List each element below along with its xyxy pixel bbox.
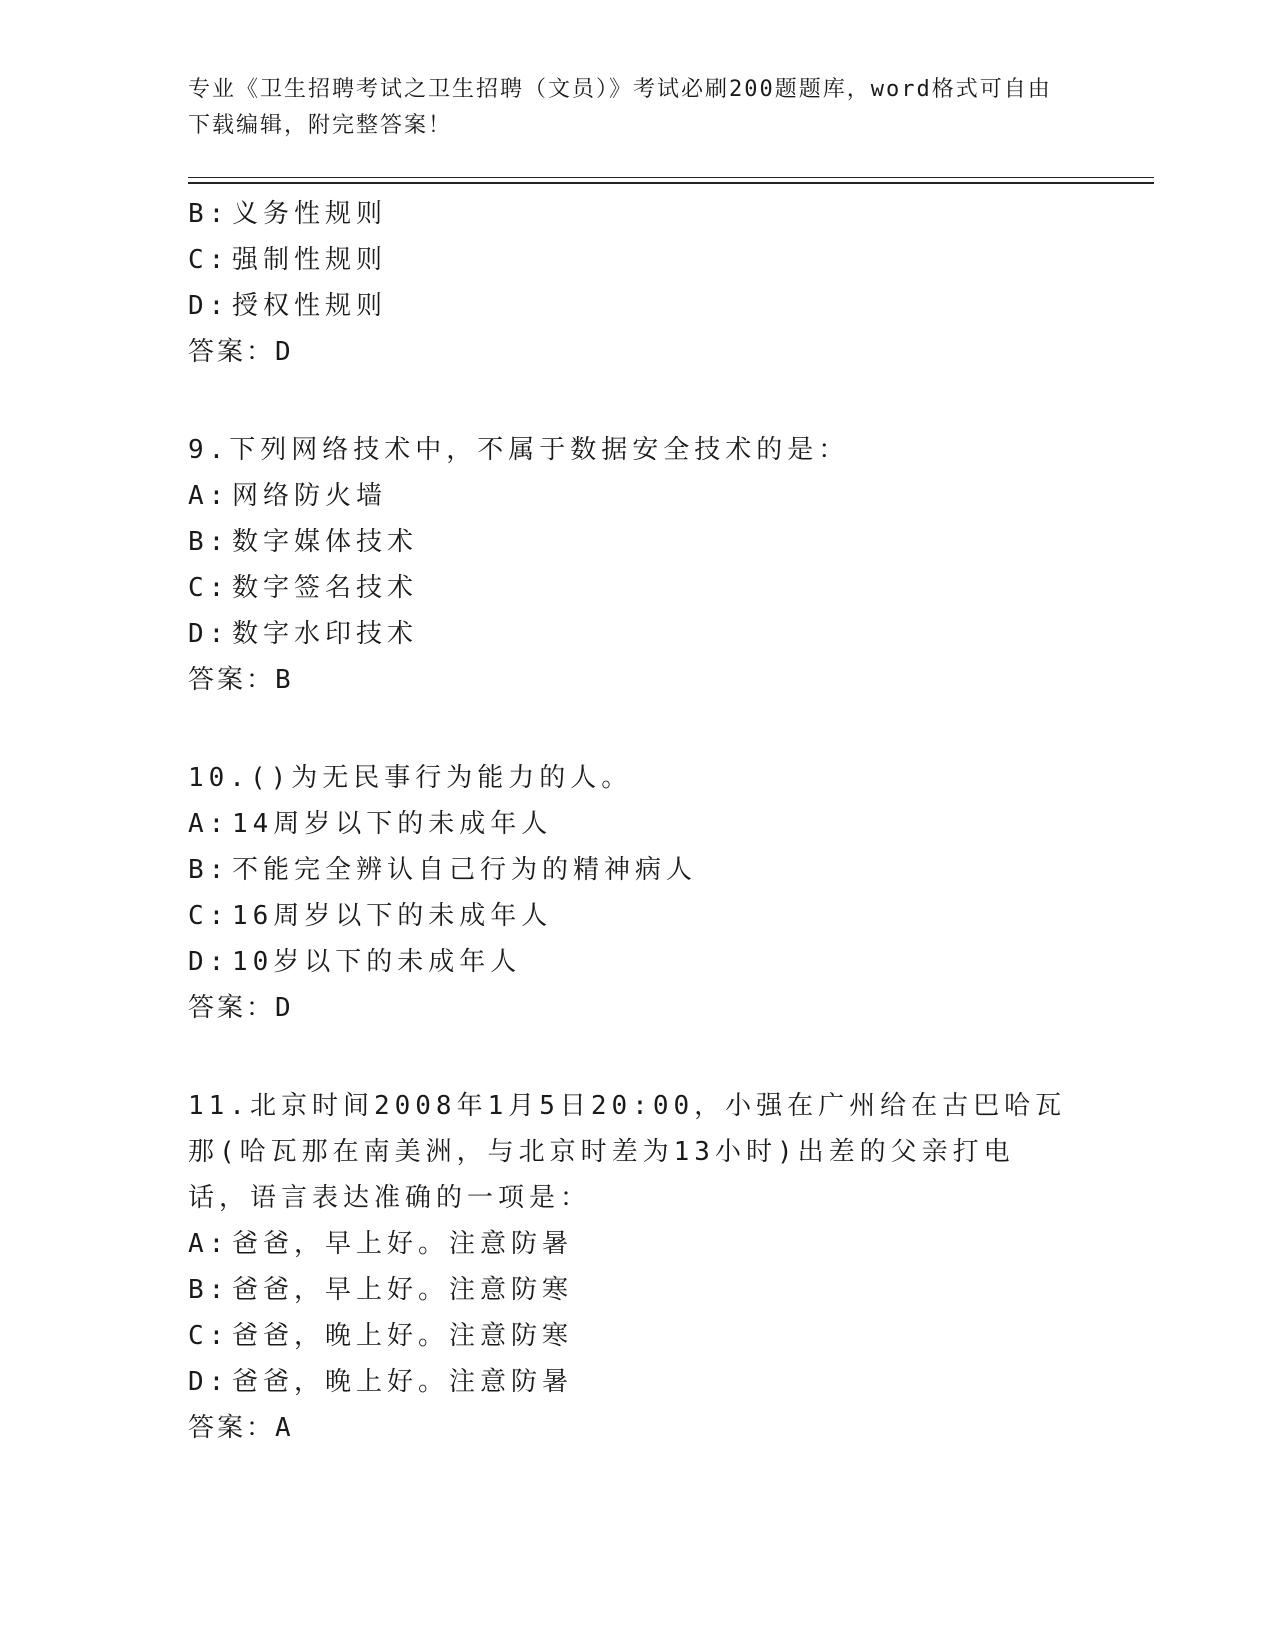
- question-block: [188, 755, 1088, 1031]
- question-block: [188, 1083, 1088, 1451]
- option-text: 网络防火墙: [232, 481, 388, 511]
- option-line: [188, 939, 1088, 985]
- answer-line: 答案：A: [188, 1413, 294, 1443]
- option-key: C:: [188, 245, 230, 275]
- question-title: 9.下列网络技术中，不属于数据安全技术的是：: [188, 435, 850, 465]
- option-text: 10岁以下的未成年人: [232, 947, 522, 977]
- option-line: [188, 893, 1088, 939]
- option-text: 14周岁以下的未成年人: [232, 809, 553, 839]
- option-text: 不能完全辨认自己行为的精神病人: [232, 855, 698, 885]
- option-key: D:: [188, 619, 230, 649]
- option-key: D:: [188, 947, 230, 977]
- option-line: [188, 191, 1088, 237]
- question-list: [188, 191, 1088, 1503]
- option-text: 强制性规则: [232, 245, 388, 275]
- option-key: C:: [188, 573, 230, 603]
- option-text: 数字水印技术: [232, 619, 419, 649]
- option-line: [188, 473, 1088, 519]
- header-divider-thin: [188, 177, 1154, 178]
- option-text: 义务性规则: [232, 199, 388, 229]
- option-key: B:: [188, 855, 230, 885]
- option-text: 数字签名技术: [232, 573, 419, 603]
- option-line: [188, 801, 1088, 847]
- option-key: D:: [188, 291, 230, 321]
- option-text: 爸爸，早上好。注意防寒: [232, 1275, 574, 1305]
- question-block: [188, 191, 1088, 375]
- option-key: B:: [188, 527, 230, 557]
- answer-line: 答案：B: [188, 665, 294, 695]
- document-header: 专业《卫生招聘考试之卫生招聘（文员）》考试必刷200题题库，word格式可自由下载编辑，附完整答案！: [188, 77, 1052, 138]
- option-line: [188, 565, 1088, 611]
- answer-line: 答案：D: [188, 337, 294, 367]
- option-key: A:: [188, 481, 230, 511]
- option-line: [188, 1267, 1088, 1313]
- option-key: B:: [188, 199, 230, 229]
- option-key: B:: [188, 1275, 230, 1305]
- option-text: 爸爸，晚上好。注意防寒: [232, 1321, 574, 1351]
- option-line: [188, 1359, 1088, 1405]
- option-text: 爸爸，早上好。注意防暑: [232, 1229, 574, 1259]
- option-line: [188, 519, 1088, 565]
- question-title: 11.北京时间2008年1月5日20:00，小强在广州给在古巴哈瓦那(哈瓦那在南美洲，与北京时差为13小时)出差的父亲打电话，语言表达准确的一项是：: [188, 1091, 1067, 1213]
- question-block: [188, 427, 1088, 703]
- option-text: 爸爸，晚上好。注意防暑: [232, 1367, 574, 1397]
- option-line: [188, 847, 1088, 893]
- option-line: [188, 283, 1088, 329]
- option-text: 数字媒体技术: [232, 527, 419, 557]
- header-divider-thick: [188, 182, 1154, 184]
- answer-line: 答案：D: [188, 993, 294, 1023]
- option-line: [188, 1313, 1088, 1359]
- option-key: C:: [188, 1321, 230, 1351]
- option-key: A:: [188, 809, 230, 839]
- option-line: [188, 611, 1088, 657]
- option-key: C:: [188, 901, 230, 931]
- option-line: [188, 237, 1088, 283]
- option-key: D:: [188, 1367, 230, 1397]
- question-title: 10.()为无民事行为能力的人。: [188, 763, 633, 793]
- option-line: [188, 1221, 1088, 1267]
- option-text: 16周岁以下的未成年人: [232, 901, 553, 931]
- option-key: A:: [188, 1229, 230, 1259]
- option-text: 授权性规则: [232, 291, 388, 321]
